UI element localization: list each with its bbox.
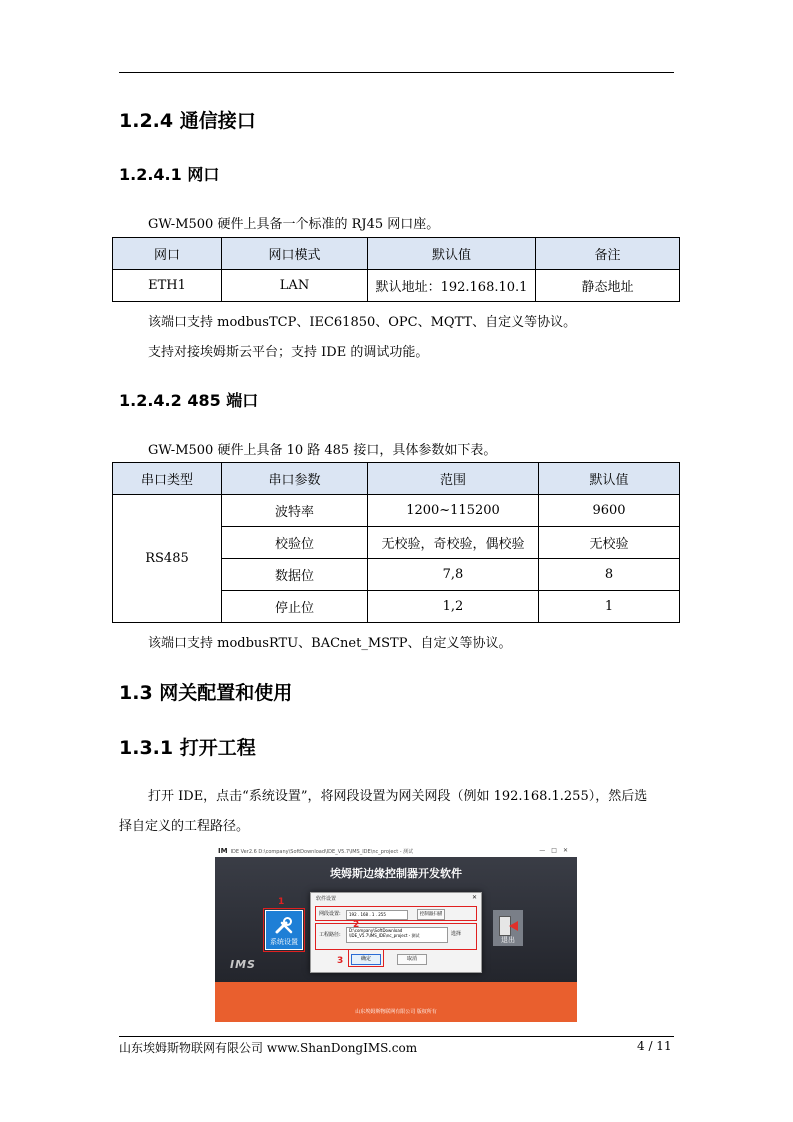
table-header-row <box>113 238 680 270</box>
ide-footer-copyright: 山东埃姆斯物联网有限公司 版权所有 <box>355 1009 437 1015</box>
network-port-protocols: 该端口支持 modbusTCP、IEC61850、OPC、MQTT、自定义等协议。 <box>148 315 577 330</box>
rs485-protocols: 该端口支持 modbusRTU、BACnet_MSTP、自定义等协议。 <box>148 636 512 651</box>
header-rule <box>119 72 674 73</box>
table-header-cell: 网口模式 <box>222 238 368 270</box>
table-cell: 1 <box>539 591 680 623</box>
exit-arrow-icon <box>509 921 518 931</box>
network-label: 网段设置: <box>319 911 341 917</box>
table-cell: ETH1 <box>113 270 222 302</box>
annotation-box-ok <box>348 949 384 967</box>
project-path-line: \IDE_V5.7\IMS_IDE\nc_project - 测试 <box>349 933 420 938</box>
table-header-cell: 串口参数 <box>222 463 368 495</box>
footer-company: 山东埃姆斯物联网有限公司 www.ShanDongIMS.com <box>119 1041 418 1055</box>
subsection-heading-network-port: 1.2.4.1 网口 <box>119 165 220 184</box>
page-number: 4 / 11 <box>637 1039 672 1053</box>
table-header-cell: 范围 <box>368 463 539 495</box>
window-controls[interactable]: —□✕ <box>539 847 574 854</box>
ethernet-table <box>112 237 680 302</box>
dialog-close-icon[interactable]: ✕ <box>471 894 477 901</box>
table-cell: 默认地址：192.168.10.1 <box>368 270 536 302</box>
rs485-table <box>112 462 680 623</box>
ok-button[interactable]: 确定 <box>351 954 381 965</box>
table-header-cell: 默认值 <box>368 238 536 270</box>
open-project-paragraph-line1: 打开 IDE，点击“系统设置”，将网段设置为网关网段（例如 192.168.1.255），然后选 <box>148 789 648 804</box>
footer-rule <box>119 1036 674 1037</box>
ide-app-logo-icon: IM <box>218 847 228 855</box>
choose-path-button[interactable]: 选择 <box>451 931 462 937</box>
table-row <box>113 495 680 527</box>
step-marker-3: 3 <box>337 956 344 966</box>
table-cell: 停止位 <box>222 591 368 623</box>
annotation-box-network <box>315 906 477 921</box>
table-cell: 波特率 <box>222 495 368 527</box>
step-marker-1: 1 <box>278 897 285 907</box>
exit-label: 退出 <box>501 936 515 944</box>
ide-app-title: 埃姆斯边缘控制器开发软件 <box>330 867 462 880</box>
table-header-cell: 默认值 <box>539 463 680 495</box>
ide-window-title: IDE Ver2.6 D:\company\SoftDownload\IDE_V5.7\IMS_IDE\nc_project - 测试 <box>230 849 414 855</box>
table-header-cell: 网口 <box>113 238 222 270</box>
project-path-label: 工程路径: <box>319 932 341 938</box>
ide-window-titlebar <box>215 845 577 857</box>
annotation-box-system-settings <box>263 908 305 952</box>
dialog-title: 软件设置 <box>316 896 337 902</box>
exit-button[interactable] <box>493 910 523 946</box>
table-cell: 1,2 <box>368 591 539 623</box>
table-cell: 静态地址 <box>536 270 680 302</box>
table-header-cell: 串口类型 <box>113 463 222 495</box>
step-marker-2: 2 <box>353 920 360 930</box>
table-cell: 8 <box>539 559 680 591</box>
cancel-button[interactable]: 取消 <box>397 954 427 965</box>
table-cell: 校验位 <box>222 527 368 559</box>
table-header-row <box>113 463 680 495</box>
project-path-line: D:\company\SoftDownload <box>349 928 403 933</box>
table-row <box>113 270 680 302</box>
annotation-box-project-path <box>315 923 477 950</box>
section-heading-1-3: 1.3 网关配置和使用 <box>119 682 293 704</box>
system-settings-label: 系统设置 <box>270 938 298 946</box>
table-cell: 无校验 <box>539 527 680 559</box>
section-heading-1-3-1: 1.3.1 打开工程 <box>119 737 256 759</box>
table-cell: 7,8 <box>368 559 539 591</box>
table-cell: 1200~115200 <box>368 495 539 527</box>
table-cell: 数据位 <box>222 559 368 591</box>
table-cell: LAN <box>222 270 368 302</box>
open-project-paragraph-line2: 择自定义的工程路径。 <box>119 819 250 834</box>
table-cell: 9600 <box>539 495 680 527</box>
ip-address-input[interactable]: 192 . 168 . 1 . 255 <box>346 910 408 920</box>
table-cell: 无校验，奇校验，偶校验 <box>368 527 539 559</box>
table-header-cell: 备注 <box>536 238 680 270</box>
network-port-cloud-note: 支持对接埃姆斯云平台；支持 IDE 的调试功能。 <box>148 345 429 360</box>
rs485-intro: GW-M500 硬件上具备 10 路 485 接口，具体参数如下表。 <box>148 443 497 458</box>
network-port-intro: GW-M500 硬件上具备一个标准的 RJ45 网口座。 <box>148 217 440 232</box>
section-heading-1-2-4: 1.2.4 通信接口 <box>119 110 256 132</box>
table-cell-serial-type: RS485 <box>113 495 222 623</box>
ide-screenshot <box>215 845 577 1022</box>
ims-logo: IMS <box>230 958 256 971</box>
controller-scan-button[interactable]: 控制器扫描 <box>417 909 445 920</box>
subsection-heading-485-port: 1.2.4.2 485 端口 <box>119 391 259 410</box>
